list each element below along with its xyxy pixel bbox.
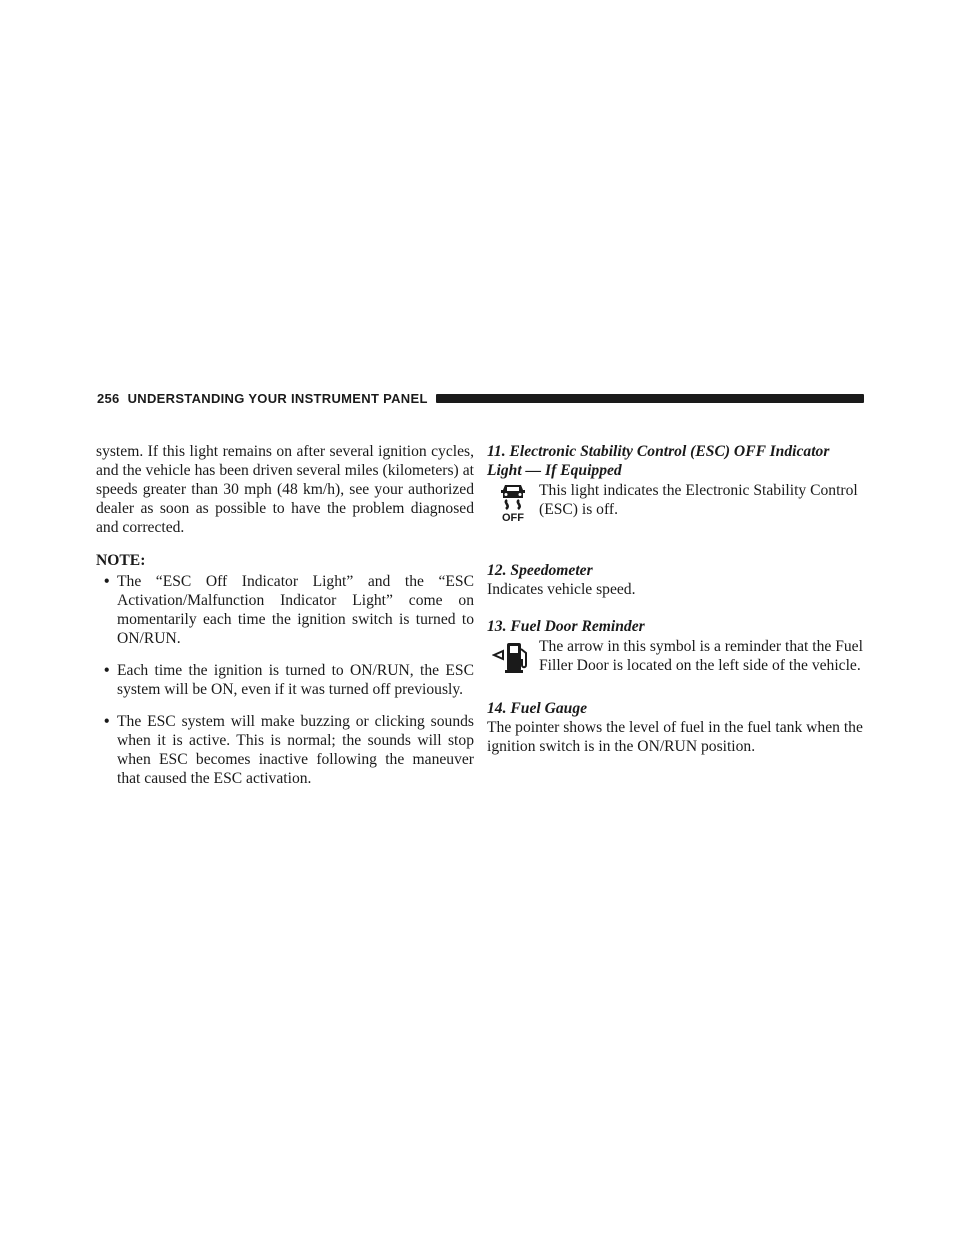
page-number: 256: [97, 390, 120, 406]
item-description: The arrow in this symbol is a reminder that the Fuel Filler Door is located on the left side of the vehicle.: [539, 638, 863, 674]
bullet-text: The “ESC Off Indicator Light” and the “ESC Activation/Malfunction Indicator Light” come on momentarily each time the ignition switch is turned to ON/RUN.: [117, 573, 474, 647]
header-rule: [436, 394, 864, 403]
right-column: [487, 442, 865, 774]
list-item: [96, 712, 474, 788]
item-speedometer: [487, 561, 865, 599]
list-item: [96, 661, 474, 699]
note-label: NOTE:: [96, 552, 146, 569]
bullet-icon: •: [104, 573, 110, 590]
list-item: [96, 572, 474, 648]
item-description: Indicates vehicle speed.: [487, 581, 636, 598]
section-title: UNDERSTANDING YOUR INSTRUMENT PANEL: [127, 390, 428, 406]
page-header: [97, 387, 864, 409]
item-heading: 13. Fuel Door Reminder: [487, 618, 645, 635]
bullet-text: The ESC system will make buzzing or clicking sounds when it is active. This is normal; the sounds will stop when ESC becomes inactive following the maneuver that caused the ESC activation.: [117, 713, 474, 787]
item-heading: 11. Electronic Stability Control (ESC) OFF Indicator Light — If Equipped: [487, 443, 830, 479]
fuel-pump-icon: [492, 637, 534, 677]
esc-off-label: OFF: [502, 512, 524, 523]
item-fuel-gauge: [487, 699, 865, 756]
item-heading: 14. Fuel Gauge: [487, 700, 588, 717]
left-column: [96, 442, 474, 801]
item-fuel-door-reminder: [487, 617, 865, 677]
intro-paragraph: system. If this light remains on after several ignition cycles, and the vehicle has been driven several miles (kilometers) at speeds greater than 30 mph (48 km/h), see your authorized dealer as soon as possible to have the problem diagnosed and corrected.: [96, 443, 474, 536]
bullet-icon: •: [104, 662, 110, 679]
item-description: This light indicates the Electronic Stability Control (ESC) is off.: [539, 482, 858, 518]
item-esc-off: [487, 442, 865, 523]
item-description: The pointer shows the level of fuel in the fuel tank when the ignition switch is in the ON/RUN position.: [487, 719, 863, 755]
item-heading: 12. Speedometer: [487, 562, 593, 579]
bullet-icon: •: [104, 713, 110, 730]
esc-off-icon: [495, 481, 531, 523]
bullet-text: Each time the ignition is turned to ON/RUN, the ESC system will be ON, even if it was turned off previously.: [117, 662, 474, 698]
note-bullet-list: [96, 572, 474, 788]
